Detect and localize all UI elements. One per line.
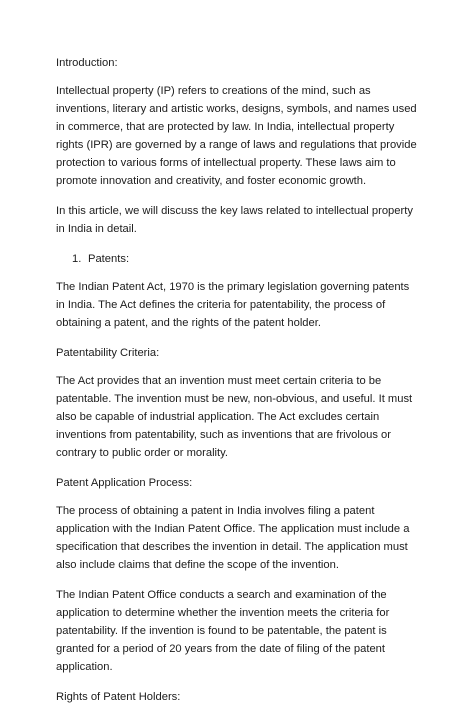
list-item-patents <box>56 250 418 268</box>
document-body <box>56 54 418 716</box>
intro-heading: Introduction: <box>56 57 118 69</box>
application-paragraph: The process of obtaining a patent in India involves filing a patent application with the Indian Patent Office. The application must include a specification that describes the invention in detail. The application must also include claims that define the scope of the invention. <box>56 505 410 571</box>
examination-paragraph: The Indian Patent Office conducts a search and examination of the application to determine whether the invention meets the criteria for patentability. If the invention is found to be patentable, the patent is granted for a period of 20 years from the date of filing of the patent application. <box>56 589 390 673</box>
patentability-heading: Patentability Criteria: <box>56 347 160 359</box>
patentability-paragraph: The Act provides that an invention must meet certain criteria to be patentable. The invention must be new, non-obvious, and useful. It must also be capable of industrial application. The Act excludes certain inventions from patentability, such as inventions that are frivolous or contrary to public order or morality. <box>56 375 413 459</box>
list-number: 1. <box>72 253 82 265</box>
article-paragraph: In this article, we will discuss the key laws related to intellectual property in India in detail. <box>56 205 413 235</box>
application-heading: Patent Application Process: <box>56 477 193 489</box>
intro-paragraph: Intellectual property (IP) refers to creations of the mind, such as inventions, literary and artistic works, designs, symbols, and names used in commerce, that are protected by law. In India, intellectual property rights (IPR) are governed by a range of laws and regulations that provide protection to various forms of intellectual property. These laws aim to promote innovation and creativity, and foster economic growth. <box>56 85 417 187</box>
patent-act-paragraph: The Indian Patent Act, 1970 is the primary legislation governing patents in India. The Act defines the criteria for patentability, the process of obtaining a patent, and the rights of the patent holder. <box>56 281 410 329</box>
rights-heading: Rights of Patent Holders: <box>56 691 181 703</box>
list-label: Patents: <box>88 253 130 265</box>
